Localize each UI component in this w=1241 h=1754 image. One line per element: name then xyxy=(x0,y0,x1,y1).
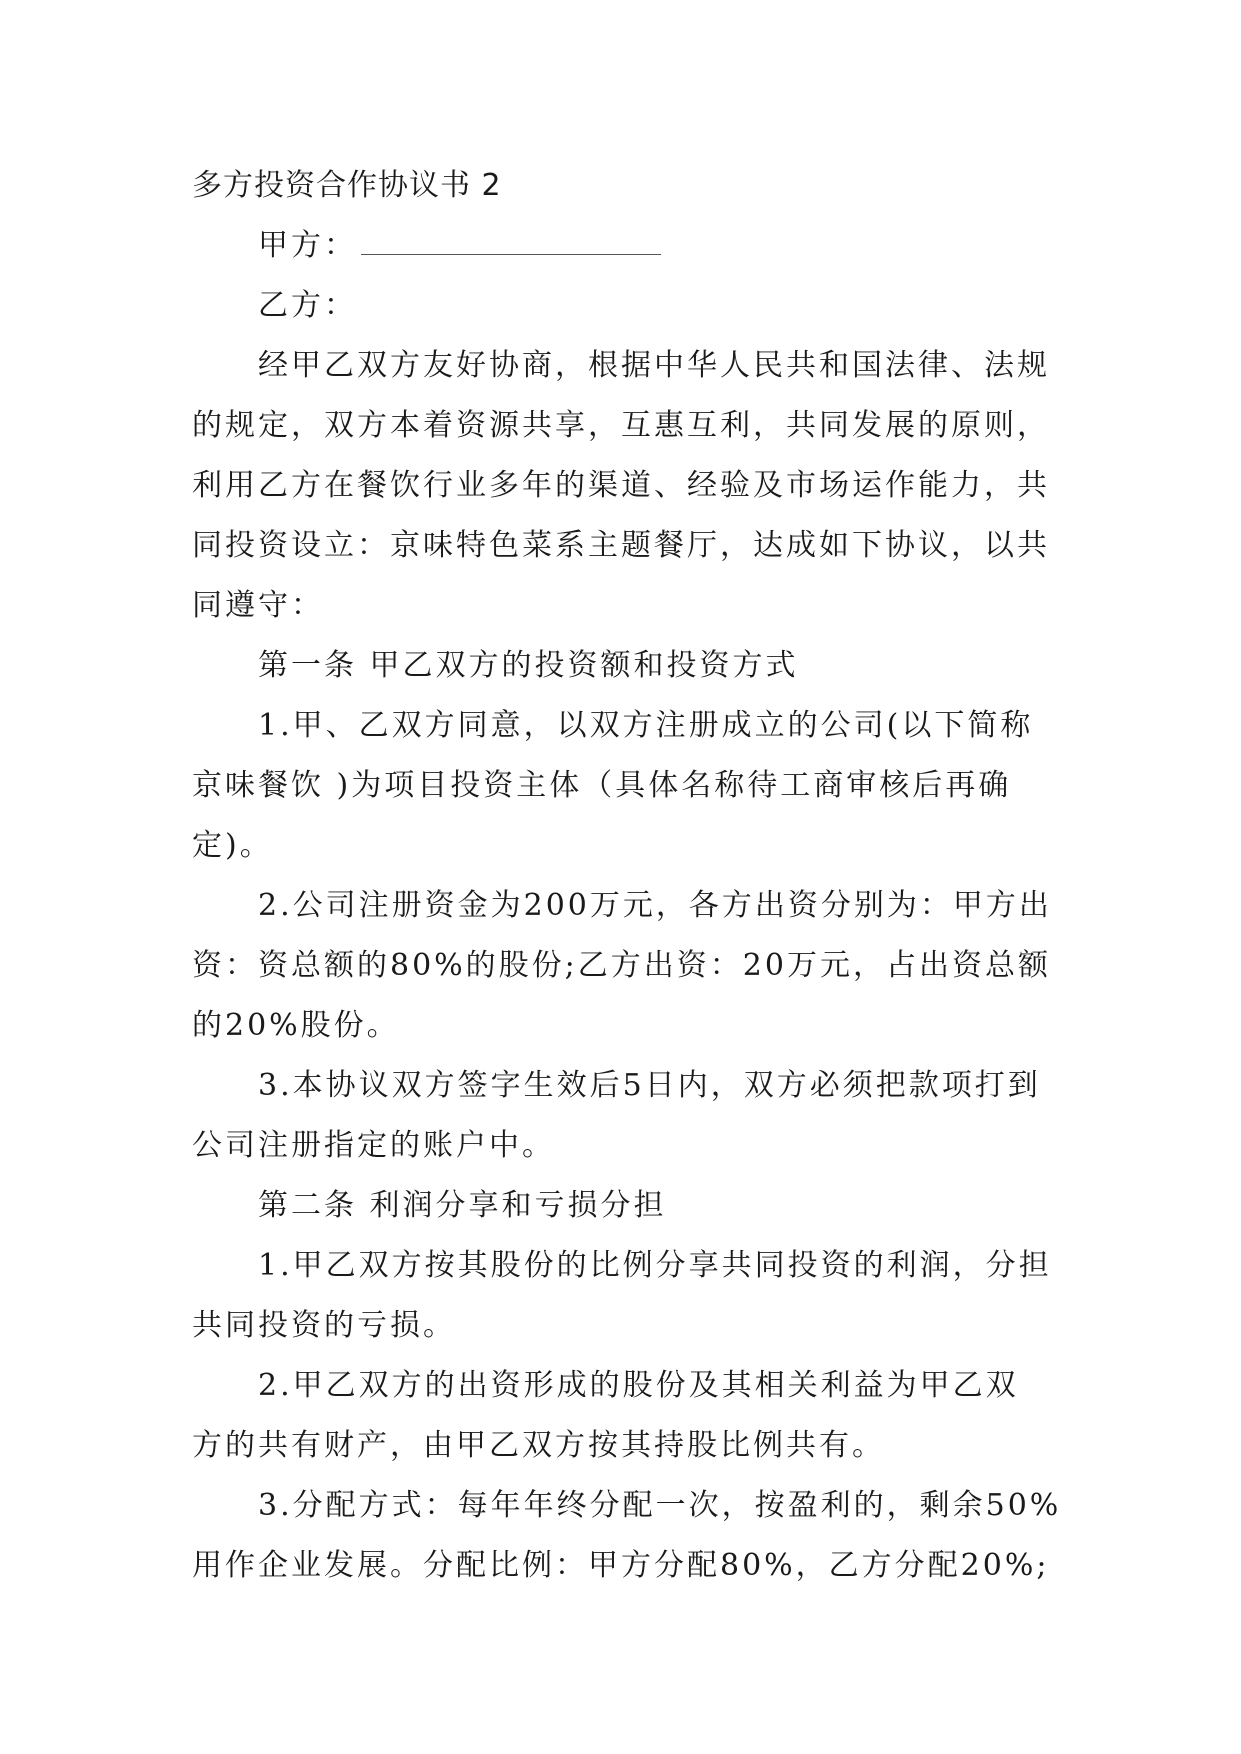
clause-line: 公司注册指定的账户中。 xyxy=(192,1128,555,1163)
article2-clause1 xyxy=(192,1236,1062,1356)
intro-line: 同遵守： xyxy=(192,588,324,623)
intro-line: 的规定，双方本着资源共享，互惠互利，共同发展的原则， xyxy=(192,408,1050,443)
clause-line: 共同投资的亏损。 xyxy=(192,1308,456,1343)
clause-line: 1.甲、乙双方同意，以双方注册成立的公司(以下简称 xyxy=(258,708,1034,743)
clause-line: 2.甲乙双方的出资形成的股份及其相关利益为甲乙双 xyxy=(258,1368,1019,1403)
clause-line: 1.甲乙双方按其股份的比例分享共同投资的利润，分担 xyxy=(258,1248,1052,1283)
clause-line: 3.分配方式：每年年终分配一次，按盈利的，剩余50% xyxy=(258,1488,1062,1523)
clause-line: 2.公司注册资金为200万元，各方出资分别为：甲方出 xyxy=(258,888,1052,923)
intro-line: 同投资设立：京味特色菜系主题餐厅，达成如下协议，以共 xyxy=(192,528,1050,563)
party-b-label: 乙方： xyxy=(258,288,357,323)
article2-heading: 第二条 利润分享和亏损分担 xyxy=(258,1188,667,1223)
intro-paragraph xyxy=(192,336,1062,636)
intro-line: 经甲乙双方友好协商，根据中华人民共和国法律、法规 xyxy=(258,348,1050,383)
clause-line: 资：资总额的80%的股份;乙方出资：20万元，占出资总额 xyxy=(192,948,1051,983)
intro-line: 利用乙方在餐饮行业多年的渠道、经验及市场运作能力，共 xyxy=(192,468,1050,503)
article1-clause3 xyxy=(192,1056,1062,1176)
party-a-label: 甲方： xyxy=(258,228,357,263)
clause-line: 用作企业发展。分配比例：甲方分配80%，乙方分配20%; xyxy=(192,1548,1050,1583)
article1-heading: 第一条 甲乙双方的投资额和投资方式 xyxy=(258,648,799,683)
clause-line: 3.本协议双方签字生效后5日内，双方必须把款项打到 xyxy=(258,1068,1041,1103)
clause-line: 京味餐饮 )为项目投资主体（具体名称待工商审核后再确 xyxy=(192,768,1012,803)
clause-line: 方的共有财产，由甲乙双方按其持股比例共有。 xyxy=(192,1428,885,1463)
party-a-blank xyxy=(361,224,661,255)
party-a-line xyxy=(192,216,1062,276)
document-page xyxy=(192,156,1062,1596)
article2-clause3 xyxy=(192,1476,1062,1596)
clause-line: 的20%股份。 xyxy=(192,1008,400,1043)
article1-clause2 xyxy=(192,876,1062,1056)
clause-line: 定)。 xyxy=(192,828,273,863)
document-title: 多方投资合作协议书 2 xyxy=(192,168,502,203)
party-b-line xyxy=(192,276,1062,336)
article2-clause2 xyxy=(192,1356,1062,1476)
article1-clause1 xyxy=(192,696,1062,876)
